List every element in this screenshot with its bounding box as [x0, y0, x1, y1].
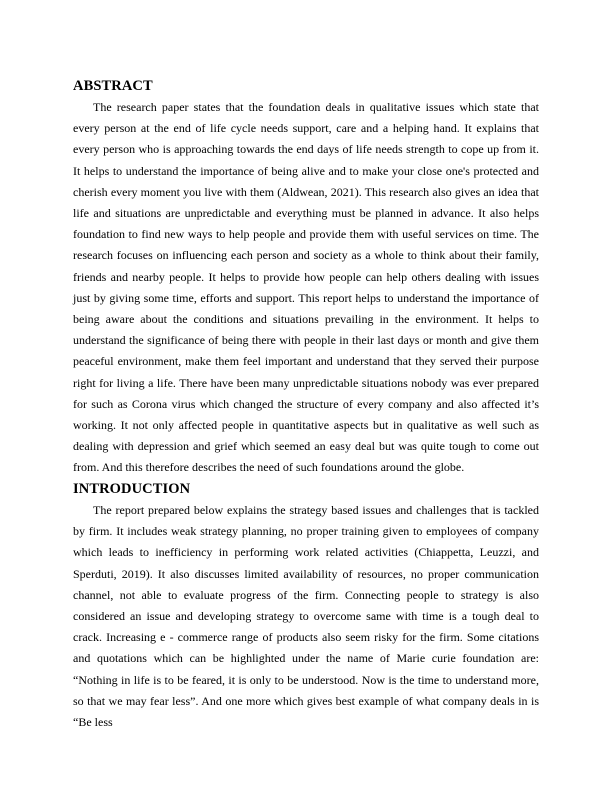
abstract-paragraph: The research paper states that the foundation deals in qualitative issues which state that every person at the end of life cycle needs support, care and a helping hand. It explains that every person who is approaching towards the end days of life needs strength to cope up from it. It helps to understand the importance of being alive and to make your close one's protected and cherish every moment you live with them (Aldwean, 2021). This research also gives an idea that life and situations are unpredictable and everything must be planned in advance. It also helps foundation to find new ways to help people and provide them with useful services on time. The research focuses on influencing each person and society as a whole to think about their family, friends and nearby people. It helps to provide how people can help others dealing with issues just by giving some time, efforts and support. This report helps to understand the importance of being aware about the conditions and situations prevailing in the environment. It helps to understand the significance of being there with people in their last days or month and give them peaceful environment, make them feel important and understand that they served their purpose right for living a life. There have been many unpredictable situations nobody was ever prepared for such as Corona virus which changed the structure of every company and also affected it’s working. It not only affected people in quantitative aspects but in qualitative as well such as dealing with depression and grief which seemed an easy deal but was quite tough to come out from. And this therefore describes the need of such foundations around the globe.	[73, 100, 539, 475]
abstract-heading: ABSTRACT	[73, 78, 153, 94]
introduction-heading: INTRODUCTION	[73, 481, 191, 497]
introduction-paragraph: The report prepared below explains the strategy based issues and challenges that is tackled by firm. It includes weak strategy planning, no proper training given to employees of company which leads to inefficiency in performing work related activities (Chiappetta, Leuzzi, and Sperduti, 2019). It also discusses limited availability of resources, no proper communication channel, not able to evaluate progress of the firm. Connecting people to strategy is also considered an issue and developing strategy to overcome same with time is a tough deal to crack. Increasing e - commerce range of products also seem risky for the firm. Some citations and quotations which can be highlighted under the name of Marie curie foundation are: “Nothing in life is to be feared, it is only to be understood. Now is the time to understand more, so that we may fear less”. And one more which gives best example of what company deals in is “Be less	[73, 503, 539, 730]
